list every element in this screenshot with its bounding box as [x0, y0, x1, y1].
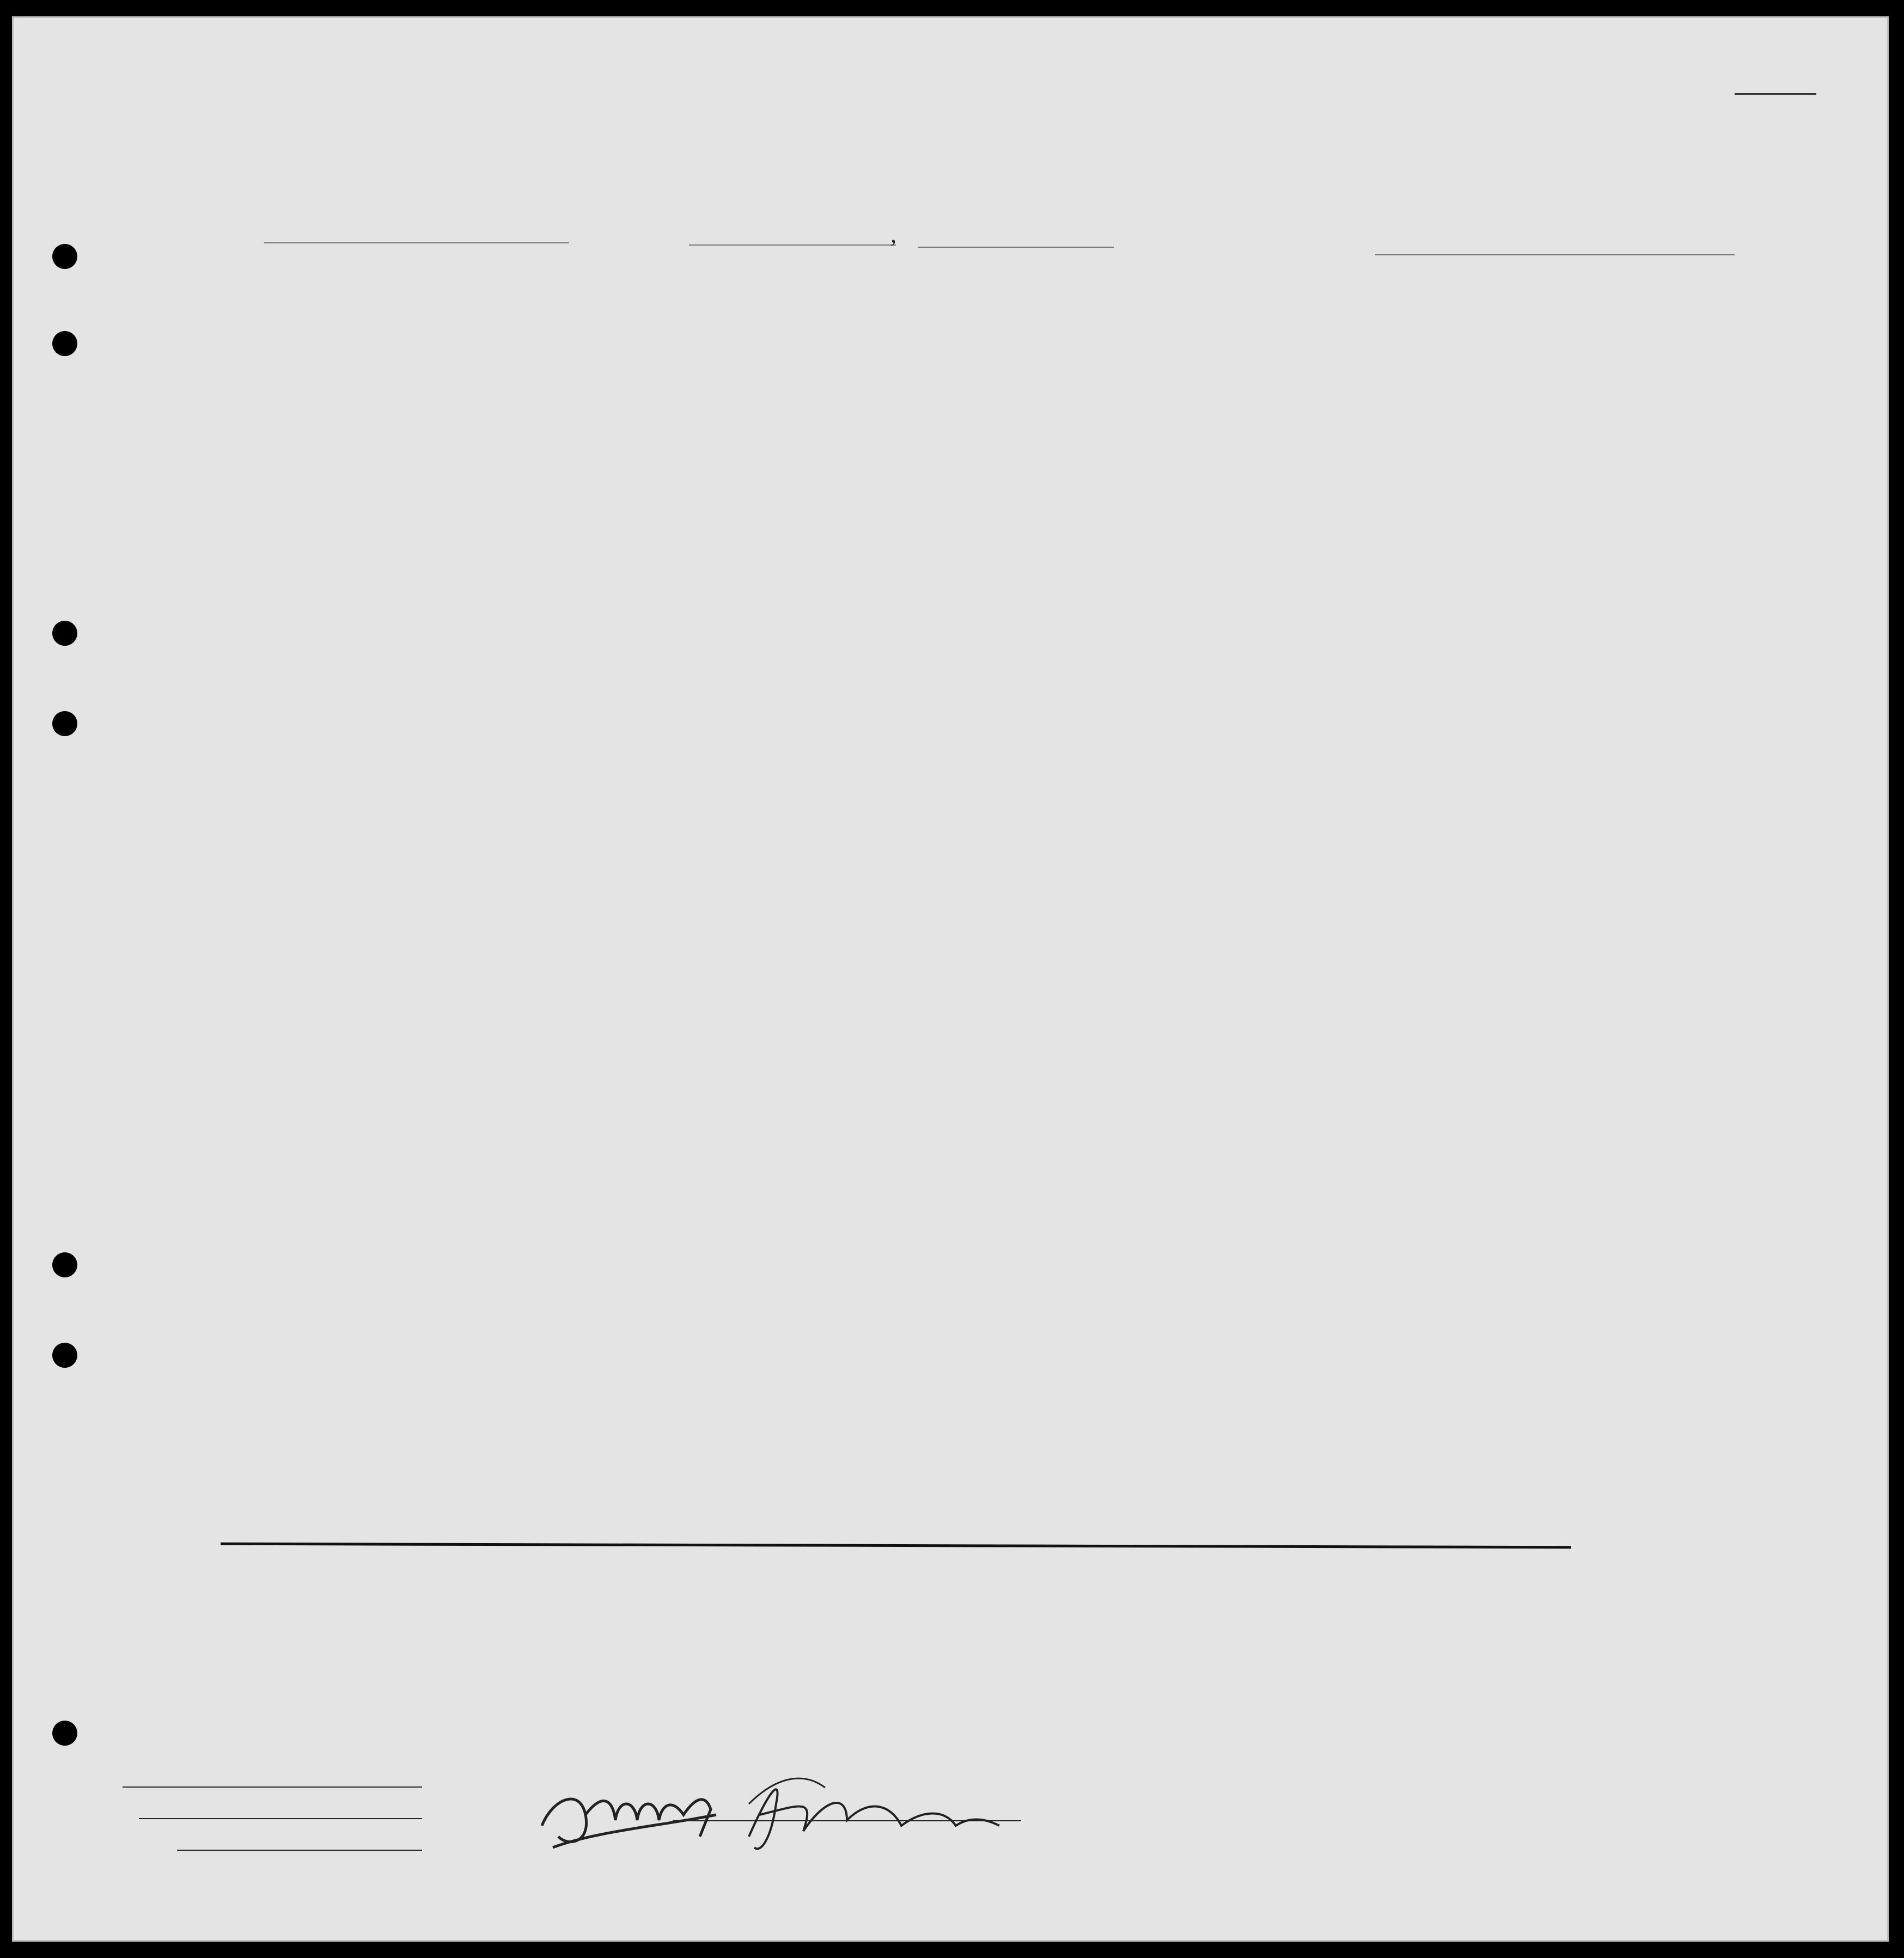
punch-hole [52, 621, 77, 646]
inspector-signature [749, 1789, 999, 1849]
punch-hole [52, 1721, 77, 1746]
purser-signature [542, 1799, 716, 1847]
punch-hole [52, 244, 77, 269]
line-underline [123, 1786, 422, 1788]
agents-underline [177, 1850, 422, 1851]
punch-hole [52, 1252, 77, 1277]
sheet-number-line [1735, 93, 1816, 95]
arriving-comma: , [890, 221, 896, 248]
date-underline [918, 247, 1114, 248]
punch-hole [52, 1343, 77, 1368]
punch-hole [52, 711, 77, 736]
from-port-underline [1375, 254, 1735, 255]
punch-hole [52, 331, 77, 356]
inspector-underline [673, 1820, 1021, 1821]
owners-underline [139, 1818, 422, 1819]
cancel-strike-line [221, 1543, 1571, 1549]
manifest-sheet [12, 16, 1889, 1942]
arriving-underline [689, 244, 896, 246]
vessel-underline [264, 242, 569, 243]
signatures [520, 1766, 1043, 1858]
